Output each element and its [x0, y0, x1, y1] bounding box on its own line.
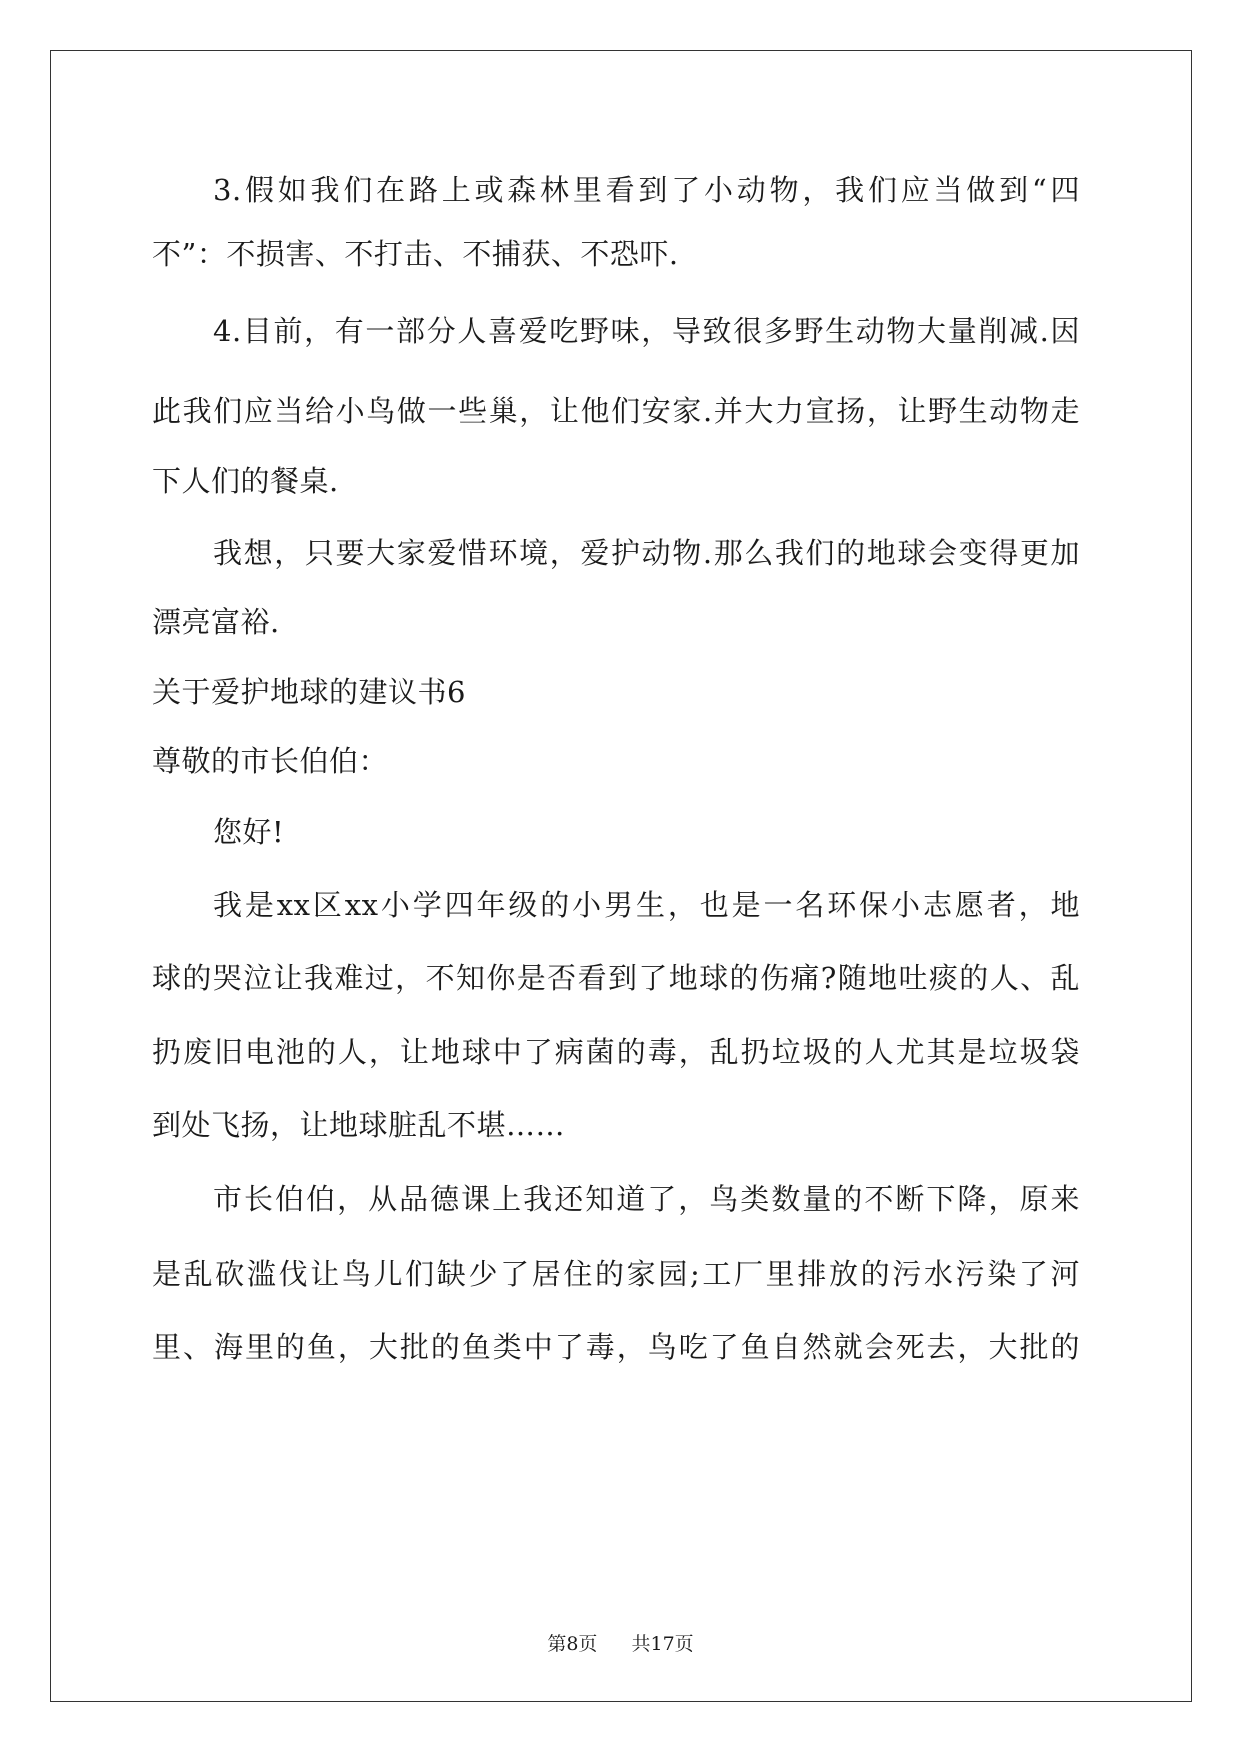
paragraph-line: 球的哭泣让我难过，不知你是否看到了地球的伤痛?随地吐痰的人、乱 [152, 961, 1080, 995]
paragraph-line: 3.假如我们在路上或森林里看到了小动物，我们应当做到“四 [213, 173, 1080, 207]
page-number: 第8页 [547, 1633, 598, 1655]
paragraph-line: 市长伯伯，从品德课上我还知道了，鸟类数量的不断下降，原来 [213, 1182, 1080, 1216]
paragraph-line: 此我们应当给小鸟做一些巢，让他们安家.并大力宣扬，让野生动物走 [152, 394, 1080, 428]
paragraph-line: 4.目前，有一部分人喜爱吃野味，导致很多野生动物大量削减.因 [213, 314, 1080, 348]
paragraph-line: 扔废旧电池的人，让地球中了病菌的毒，乱扔垃圾的人尤其是垃圾袋 [152, 1035, 1080, 1069]
paragraph-line: 到处飞扬，让地球脏乱不堪…… [152, 1108, 566, 1142]
paragraph-line: 里、海里的鱼，大批的鱼类中了毒，鸟吃了鱼自然就会死去，大批的 [152, 1330, 1080, 1364]
paragraph-line: 漂亮富裕. [152, 605, 280, 639]
greeting: 您好! [213, 815, 285, 849]
paragraph-line: 下人们的餐桌. [152, 464, 339, 498]
paragraph-line: 是乱砍滥伐让鸟儿们缺少了居住的家园;工厂里排放的污水污染了河 [152, 1257, 1080, 1291]
paragraph-line: 我想，只要大家爱惜环境，爱护动物.那么我们的地球会变得更加 [213, 536, 1080, 570]
page-total: 共17页 [631, 1633, 694, 1655]
paragraph-line: 不”：不损害、不打击、不捕获、不恐吓. [152, 237, 679, 271]
section-heading: 关于爱护地球的建议书6 [152, 675, 466, 709]
page-footer [0, 1632, 1241, 1656]
paragraph-line: 我是xx区xx小学四年级的小男生，也是一名环保小志愿者，地 [213, 888, 1080, 922]
page-border [50, 50, 1192, 1702]
salutation: 尊敬的市长伯伯： [152, 744, 389, 778]
